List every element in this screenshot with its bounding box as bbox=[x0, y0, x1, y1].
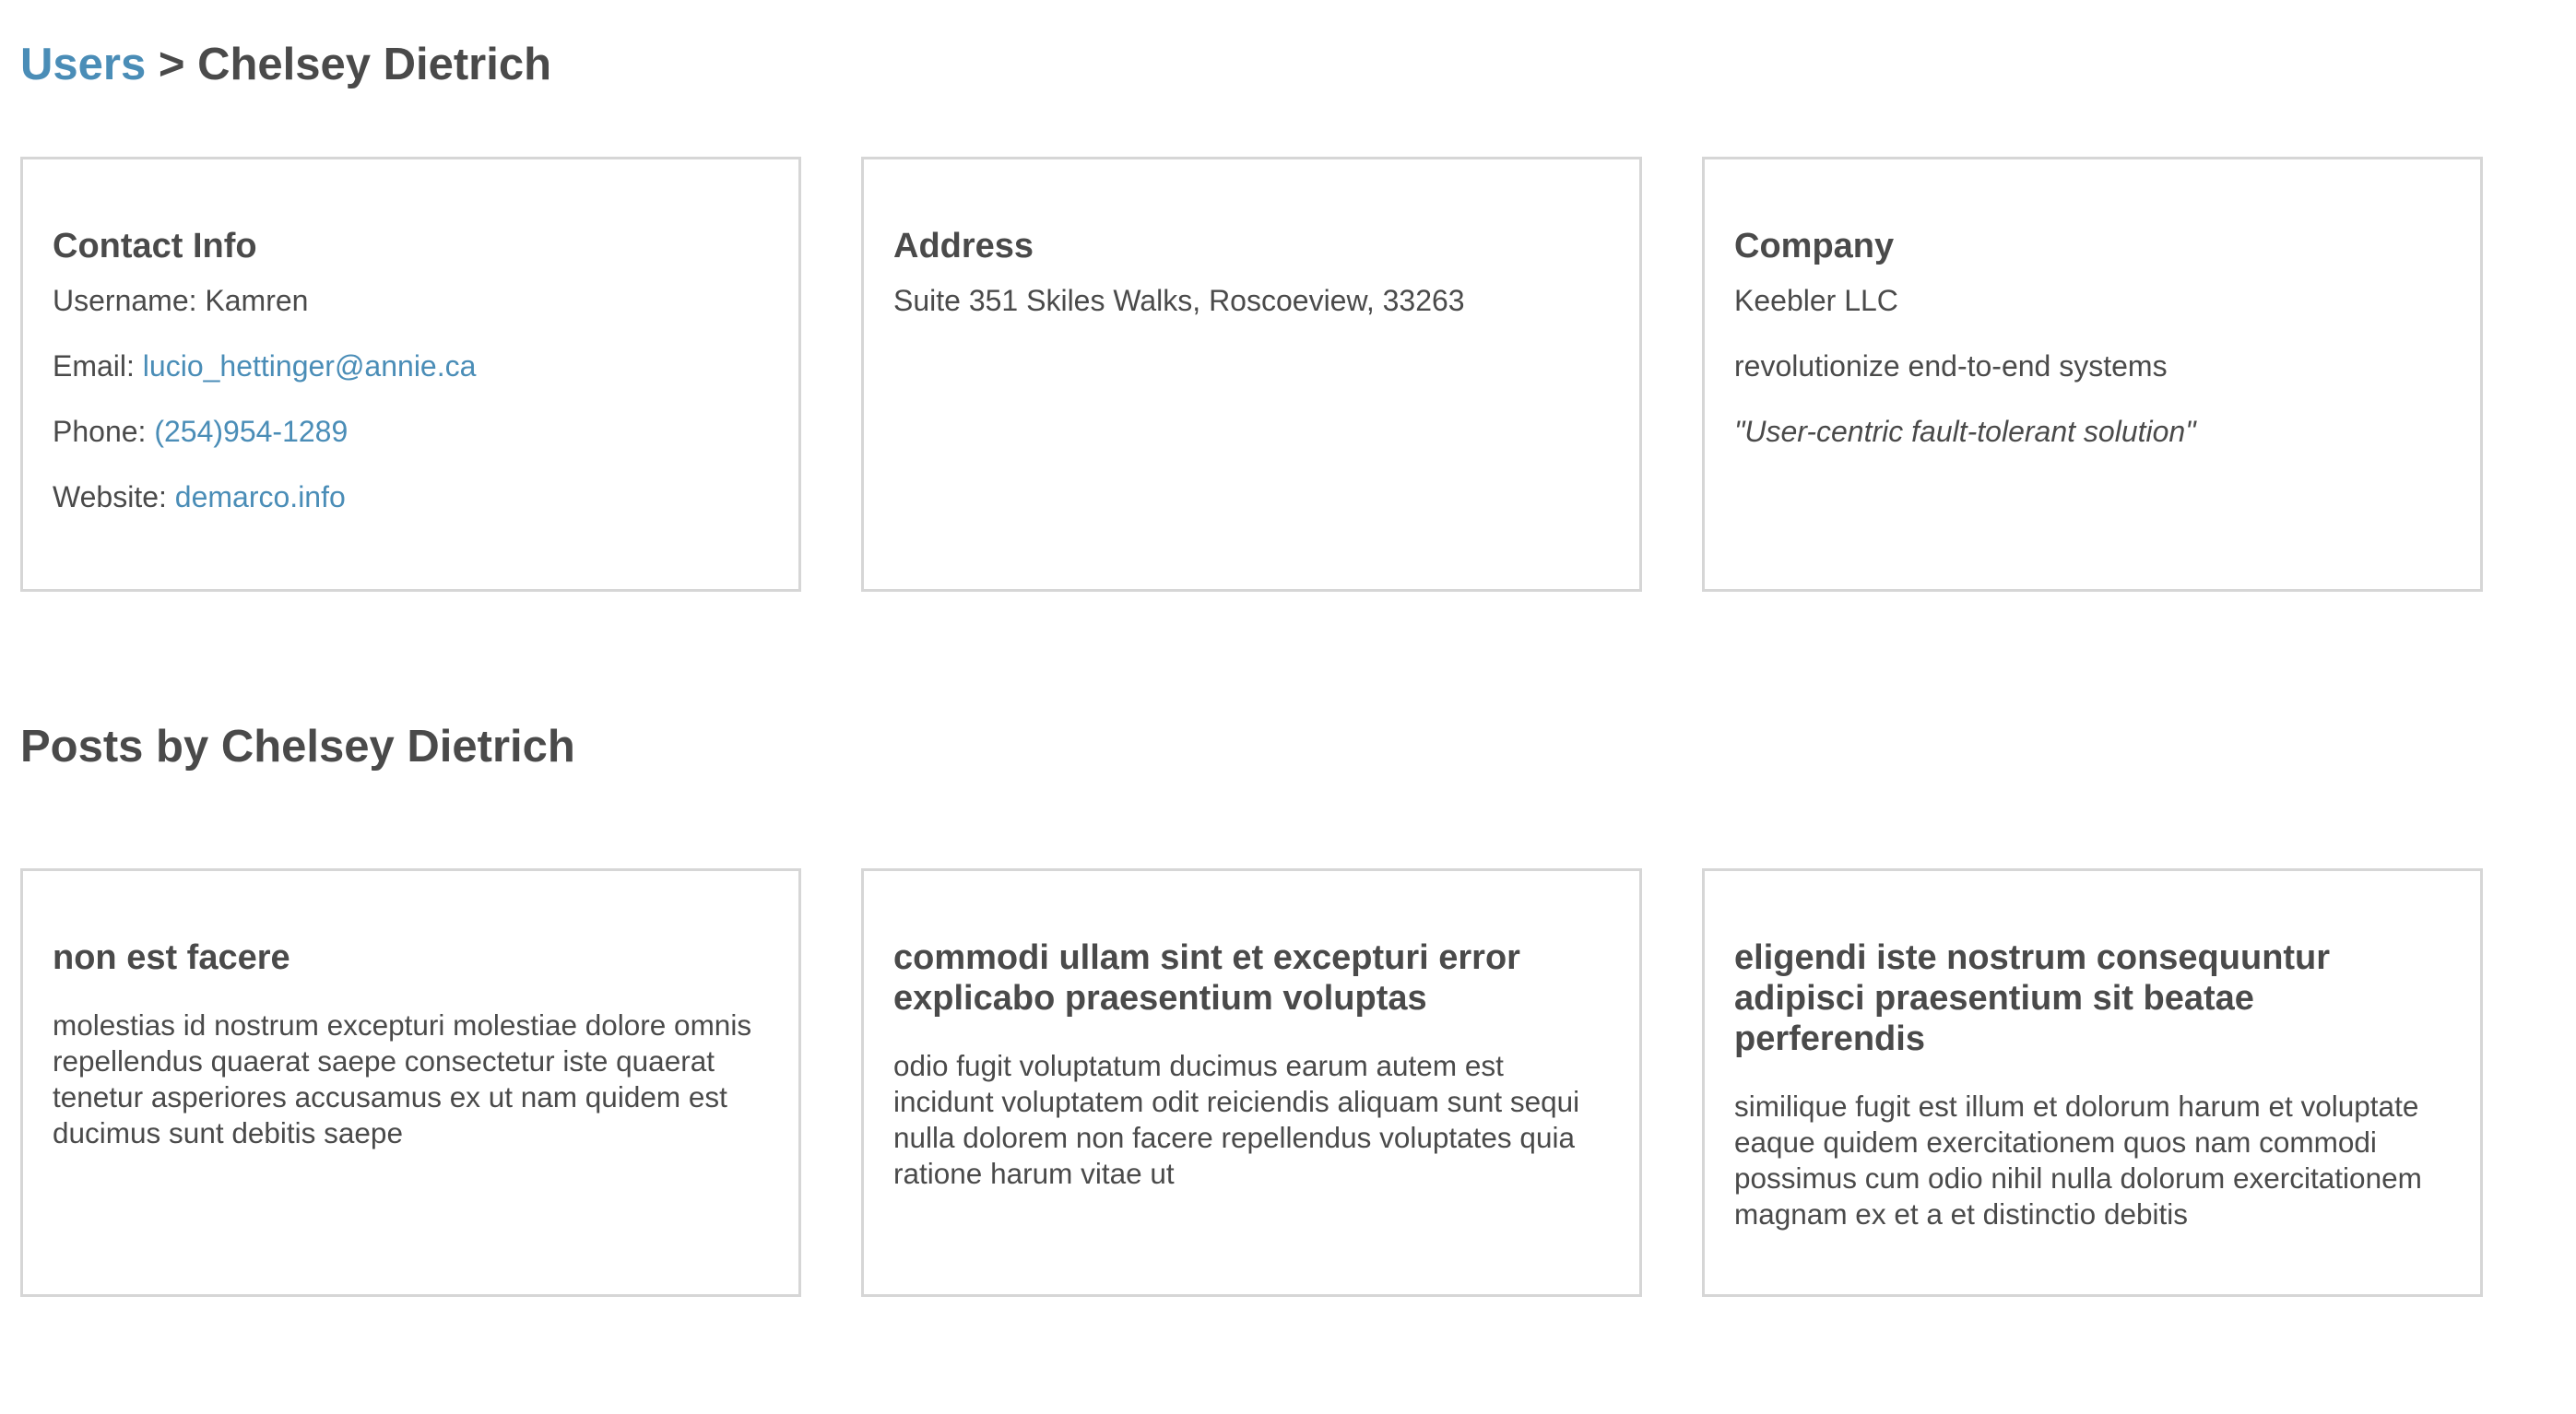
company-name: Keebler LLC bbox=[1734, 284, 1898, 317]
breadcrumb-separator: > bbox=[146, 40, 198, 89]
contact-info-card bbox=[20, 157, 801, 592]
company-bs: revolutionize end-to-end systems bbox=[1734, 349, 2168, 383]
address-line: Suite 351 Skiles Walks, Roscoeview, 33263 bbox=[893, 284, 1465, 317]
post-body: similique fugit est illum et dolorum harum et voluptate eaque quidem exercitationem quos nam commodi possimus cum odio nihil nulla dolorum exercitationem magnam ex et a et distinctio debitis bbox=[1734, 1090, 2422, 1231]
address-heading: Address bbox=[893, 227, 1034, 265]
post-card bbox=[861, 868, 1642, 1297]
post-title: commodi ullam sint et excepturi error explicabo praesentium voluptas bbox=[893, 938, 1520, 1018]
phone-row bbox=[53, 414, 769, 449]
website-label: Website: bbox=[53, 480, 175, 513]
post-title: eligendi iste nostrum consequuntur adipisci praesentium sit beatae perferendis bbox=[1734, 938, 2331, 1058]
username-value: Kamren bbox=[205, 284, 309, 317]
email-row bbox=[53, 348, 769, 383]
company-heading: Company bbox=[1734, 227, 1895, 265]
phone-link[interactable]: (254)954-1289 bbox=[154, 415, 349, 448]
breadcrumb bbox=[20, 37, 551, 92]
post-body: odio fugit voluptatum ducimus earum autem est incidunt voluptatem odit reiciendis aliquam sunt sequi nulla dolorem non facere repellendus voluptates quia ratione harum vitae ut bbox=[893, 1049, 1580, 1190]
post-card bbox=[1702, 868, 2483, 1297]
post-title: non est facere bbox=[53, 938, 290, 977]
username-label: Username: bbox=[53, 284, 206, 317]
phone-label: Phone: bbox=[53, 415, 155, 448]
post-body: molestias id nostrum excepturi molestiae dolore omnis repellendus quaerat saepe consectetur iste quaerat tenetur asperiores accusamus ex ut nam quidem est ducimus sunt debitis saepe bbox=[53, 1008, 752, 1149]
website-link[interactable]: demarco.info bbox=[174, 480, 346, 513]
posts-section-title: Posts by Chelsey Dietrich bbox=[20, 722, 575, 772]
company-card bbox=[1702, 157, 2483, 592]
website-row bbox=[53, 479, 769, 514]
contact-info-heading: Contact Info bbox=[53, 227, 257, 265]
breadcrumb-current: Chelsey Dietrich bbox=[197, 40, 552, 89]
post-card bbox=[20, 868, 801, 1297]
email-label: Email: bbox=[53, 349, 143, 383]
company-catch-phrase: "User-centric fault-tolerant solution" bbox=[1734, 415, 2196, 448]
breadcrumb-users-link[interactable]: Users bbox=[20, 40, 147, 89]
username-row bbox=[53, 283, 769, 318]
address-card bbox=[861, 157, 1642, 592]
email-link[interactable]: lucio_hettinger@annie.ca bbox=[142, 349, 477, 383]
